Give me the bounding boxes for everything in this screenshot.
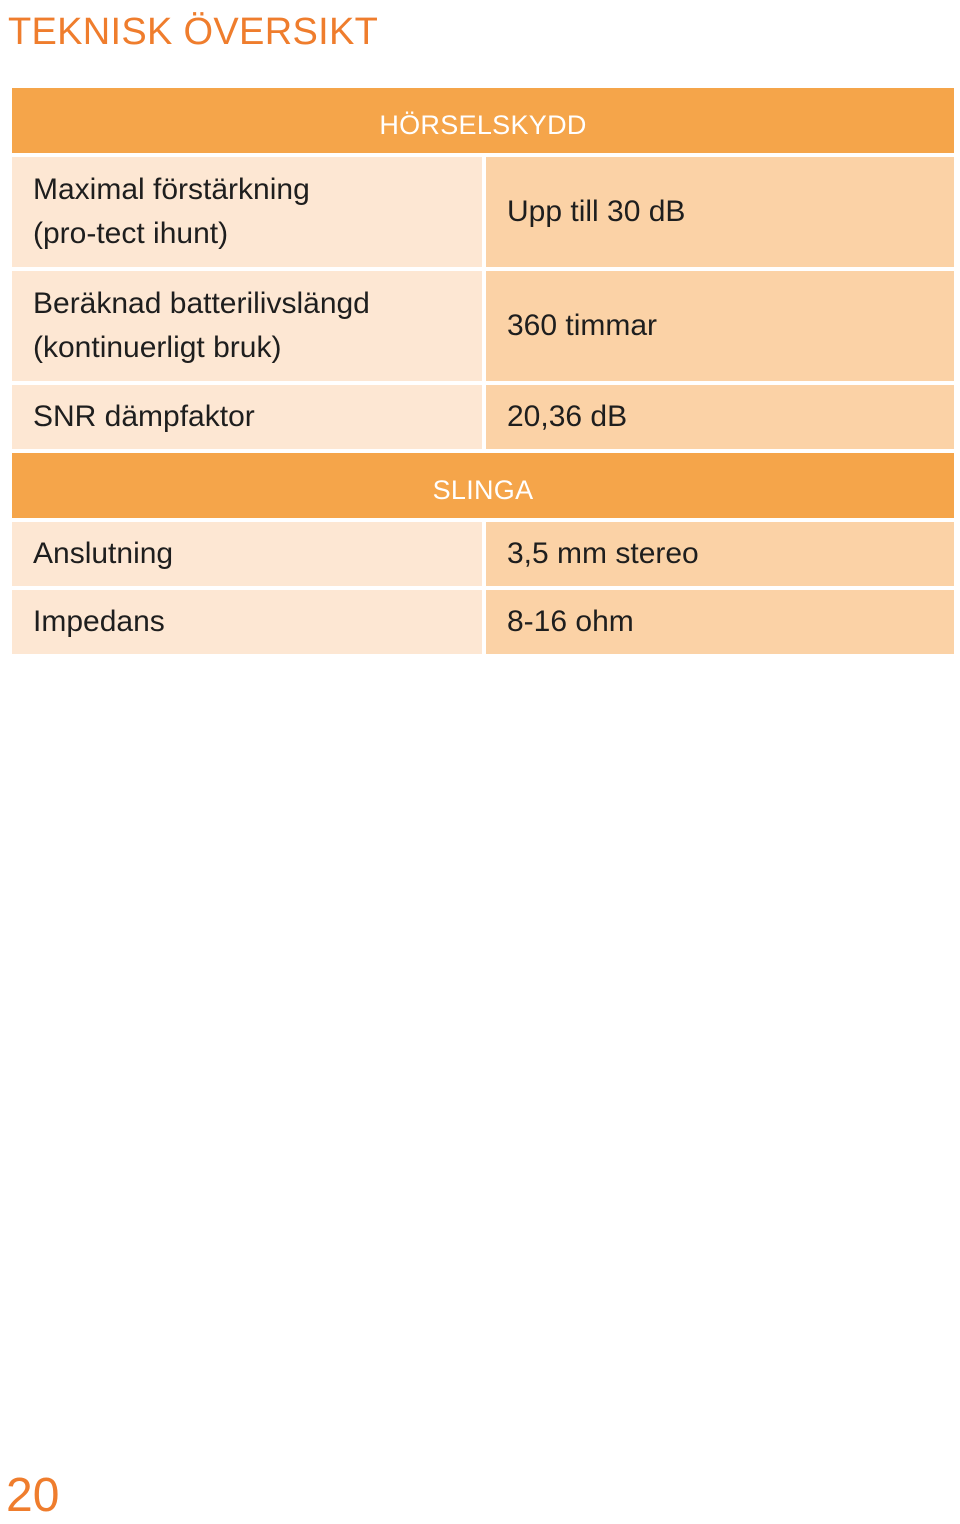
table-row (12, 590, 954, 654)
row-label-cell (12, 271, 482, 381)
row-value-cell (486, 157, 954, 267)
row-label-cell (12, 522, 482, 586)
row-label: Beräknad batterilivslängd (kontinuerligt bruk) (33, 287, 370, 364)
row-value: Upp till 30 dB (507, 195, 686, 228)
row-label: Maximal förstärkning (pro-tect ihunt) (33, 173, 310, 250)
page-title: TEKNISK ÖVERSIKT (8, 11, 379, 53)
row-value: 8-16 ohm (507, 605, 634, 638)
table-row (12, 157, 954, 267)
row-value: 360 timmar (507, 309, 658, 342)
section-header-slinga: SLINGA (12, 453, 954, 518)
row-label: Anslutning (33, 537, 174, 570)
row-value: 20,36 dB (507, 400, 628, 433)
row-value-cell (486, 590, 954, 654)
row-value-cell (486, 385, 954, 449)
row-value: 3,5 mm stereo (507, 537, 699, 570)
section-header-horselskydd: HÖRSELSKYDD (12, 88, 954, 153)
row-value-cell (486, 522, 954, 586)
table-row (12, 271, 954, 381)
row-label: Impedans (33, 605, 165, 638)
spec-table (12, 88, 954, 654)
row-label-cell (12, 385, 482, 449)
page-number: 20 (6, 1469, 60, 1522)
table-row (12, 385, 954, 449)
row-value-cell (486, 271, 954, 381)
row-label: SNR dämpfaktor (33, 400, 255, 433)
row-label-cell (12, 157, 482, 267)
table-row (12, 522, 954, 586)
row-label-cell (12, 590, 482, 654)
